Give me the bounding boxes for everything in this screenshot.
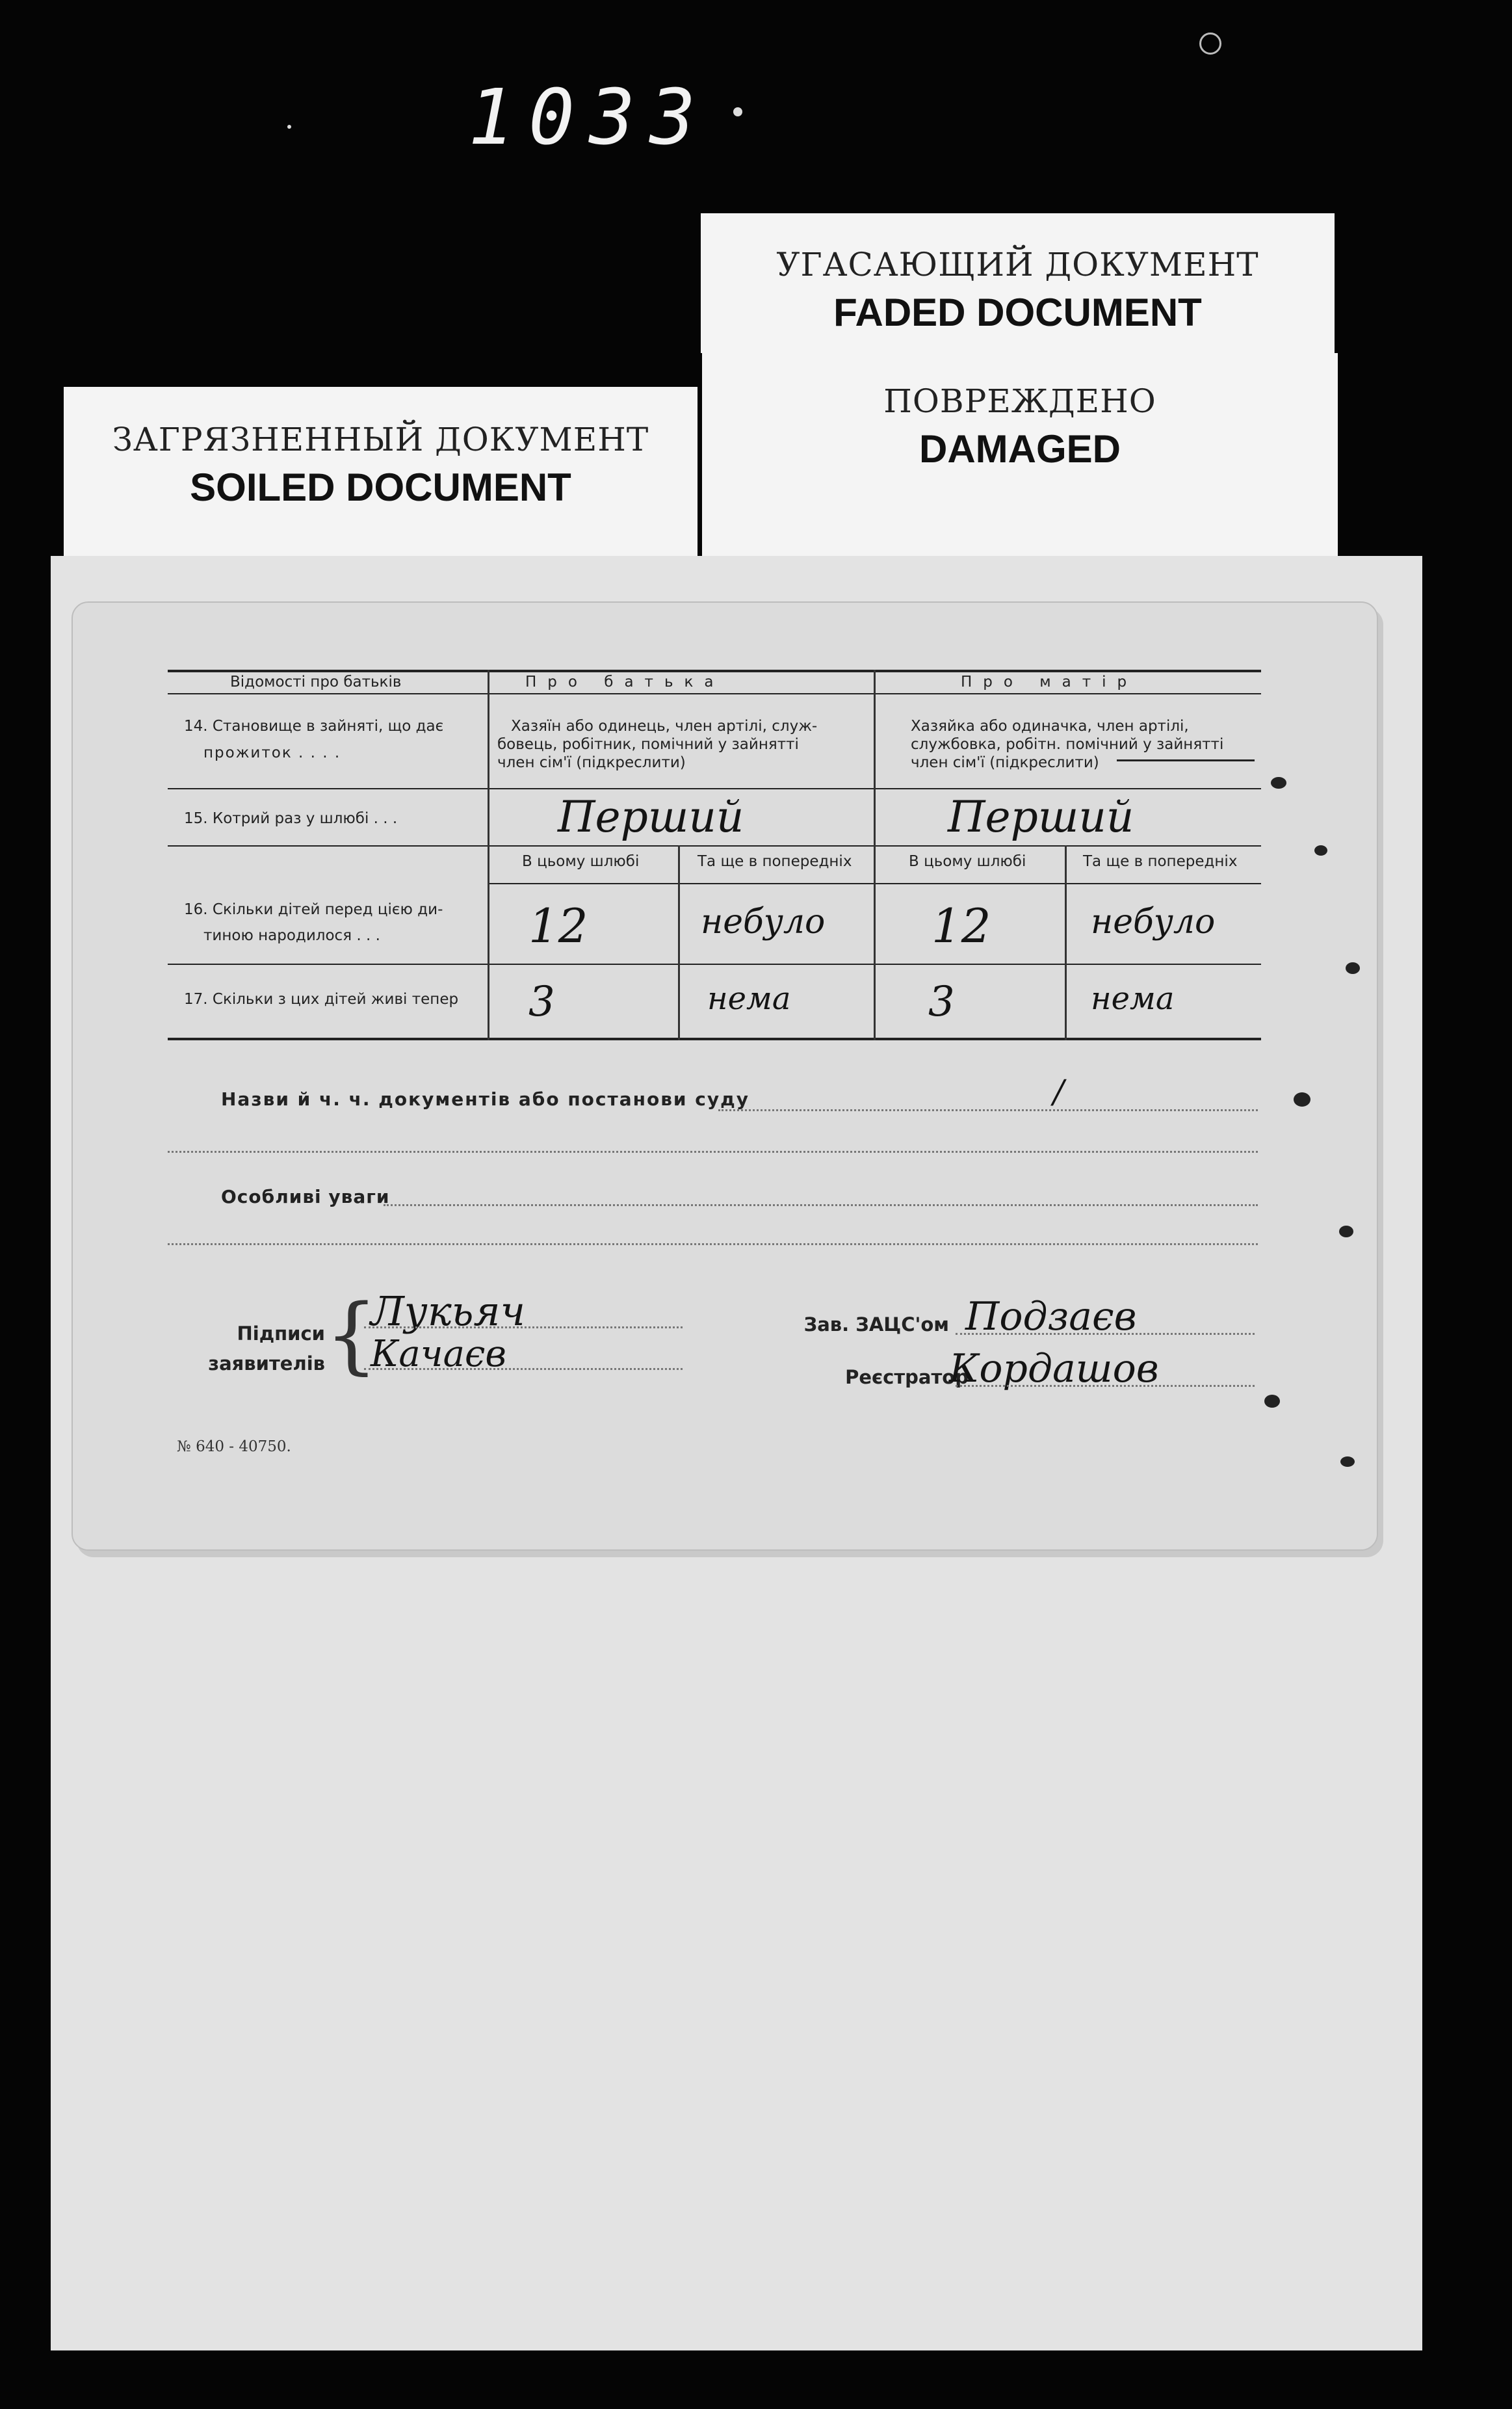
punch-hole: [1314, 845, 1327, 856]
damaged-label-en: DAMAGED: [919, 427, 1121, 471]
notes-label: Особливі уваги: [221, 1186, 390, 1207]
row15-father-value: Перший: [558, 792, 744, 842]
soiled-label-ru: ЗАГРЯЗНЕННЫЙ ДОКУМЕНТ: [112, 421, 649, 458]
row14-father-options-2: бовець, робітник, помічний у зайнятті: [497, 736, 799, 753]
applicant-line-2: [364, 1368, 683, 1370]
subheader-this-marriage-father: В цьому шлюбі: [522, 853, 640, 870]
faded-label-en: FADED DOCUMENT: [833, 291, 1202, 334]
table-bottom-rule: [168, 1038, 1261, 1040]
punch-hole: [1271, 777, 1286, 789]
table-header-rule: [168, 693, 1261, 694]
column-rule: [488, 670, 489, 1040]
damaged-document-label: [702, 353, 1338, 558]
row-rule: [168, 845, 1261, 847]
row15-mother-value: Перший: [948, 792, 1134, 842]
row16-father-this: 12: [528, 899, 588, 953]
frame-dot: [287, 125, 291, 129]
header-about-father: Про батька: [525, 674, 725, 691]
row17-father-prev: нема: [707, 981, 791, 1017]
subheader-previous-mother: Та ще в попередніх: [1083, 853, 1238, 870]
row14-label-cont: прожиток . . . .: [203, 744, 341, 761]
frame-dot: [733, 107, 742, 116]
row17-label: 17. Скільки з цих дітей живі тепер: [184, 991, 459, 1008]
row17-father-this: 3: [528, 978, 555, 1026]
row16-mother-this: 12: [932, 899, 991, 953]
documents-mark: /: [1053, 1073, 1064, 1111]
row-rule: [168, 788, 1261, 789]
applicant-signature-1: Лукьяч: [371, 1287, 526, 1335]
parents-info-table: [168, 670, 1261, 1040]
punch-hole: [1346, 962, 1360, 974]
punch-hole: [1264, 1395, 1280, 1408]
head-label: Зав. ЗАЦС'ом: [803, 1313, 949, 1336]
row16-label: 16. Скільки дітей перед цією ди-: [184, 901, 443, 918]
registrar-signature: Кордашов: [949, 1346, 1159, 1391]
punch-hole: [1340, 1456, 1355, 1467]
row14-mother-options: Хазяйка або одиначка, член артілі,: [911, 718, 1189, 735]
applicant-line-1: [364, 1326, 683, 1328]
header-about-mother: Про матір: [961, 674, 1138, 691]
header-parents-info: Відомості про батьків: [230, 674, 402, 691]
documents-line: [718, 1109, 1258, 1111]
notes-line: [384, 1204, 1258, 1206]
column-rule: [874, 670, 876, 1040]
registrar-label: Реєстратор: [845, 1366, 969, 1388]
row17-mother-prev: нема: [1091, 981, 1175, 1017]
head-line: [956, 1333, 1255, 1335]
subheader-this-marriage-mother: В цьому шлюбі: [909, 853, 1026, 870]
damaged-label-ru: ПОВРЕЖДЕНО: [883, 382, 1156, 420]
row15-label: 15. Котрий раз у шлюбі . . .: [184, 810, 398, 827]
head-signature: Подзаєв: [965, 1294, 1137, 1339]
soiled-label-en: SOILED DOCUMENT: [190, 466, 571, 509]
subheader-previous-father: Та ще в попередніх: [697, 853, 852, 870]
row17-mother-this: 3: [928, 978, 955, 1026]
row14-father-options-3: член сім'ї (підкреслити): [497, 754, 686, 771]
signatures-label-line-2: заявителів: [208, 1352, 325, 1375]
underline-mark: [1117, 759, 1255, 761]
row14-label: 14. Становище в зайняті, що дає: [184, 718, 444, 735]
punch-hole: [1294, 1092, 1310, 1107]
applicant-signature-2: Качаєв: [371, 1333, 506, 1375]
documents-line-2: [168, 1151, 1258, 1153]
row16-father-prev: небуло: [701, 902, 826, 941]
row-rule: [168, 964, 1261, 965]
documents-label: Назви й ч. ч. документів або постанови суду: [221, 1088, 750, 1110]
signatures-label: [195, 1319, 325, 1378]
row16-label-cont: тиною народилося . . .: [203, 927, 380, 944]
notes-line-2: [168, 1243, 1258, 1245]
row14-mother-options-3: член сім'ї (підкреслити): [911, 754, 1099, 771]
faded-document-label: [701, 213, 1335, 353]
archive-number: 1033: [468, 72, 710, 162]
signature-brace: {: [325, 1287, 378, 1384]
form-code: № 640 - 40750.: [177, 1438, 291, 1455]
column-rule: [678, 845, 680, 1040]
column-rule: [1065, 845, 1067, 1040]
faded-label-ru: УГАСАЮЩИЙ ДОКУМЕНТ: [776, 246, 1259, 283]
row16-mother-prev: небуло: [1091, 902, 1216, 941]
soiled-document-label: [64, 387, 697, 562]
row14-father-options: Хазяїн або одинець, член артілі, служ-: [511, 718, 818, 735]
corner-mark: [1199, 33, 1221, 55]
punch-hole: [1339, 1226, 1353, 1237]
signatures-label-line-1: Підписи: [237, 1323, 325, 1345]
registrar-line: [956, 1385, 1255, 1387]
row14-mother-options-2: службовка, робітн. помічний у зайнятті: [911, 736, 1224, 753]
